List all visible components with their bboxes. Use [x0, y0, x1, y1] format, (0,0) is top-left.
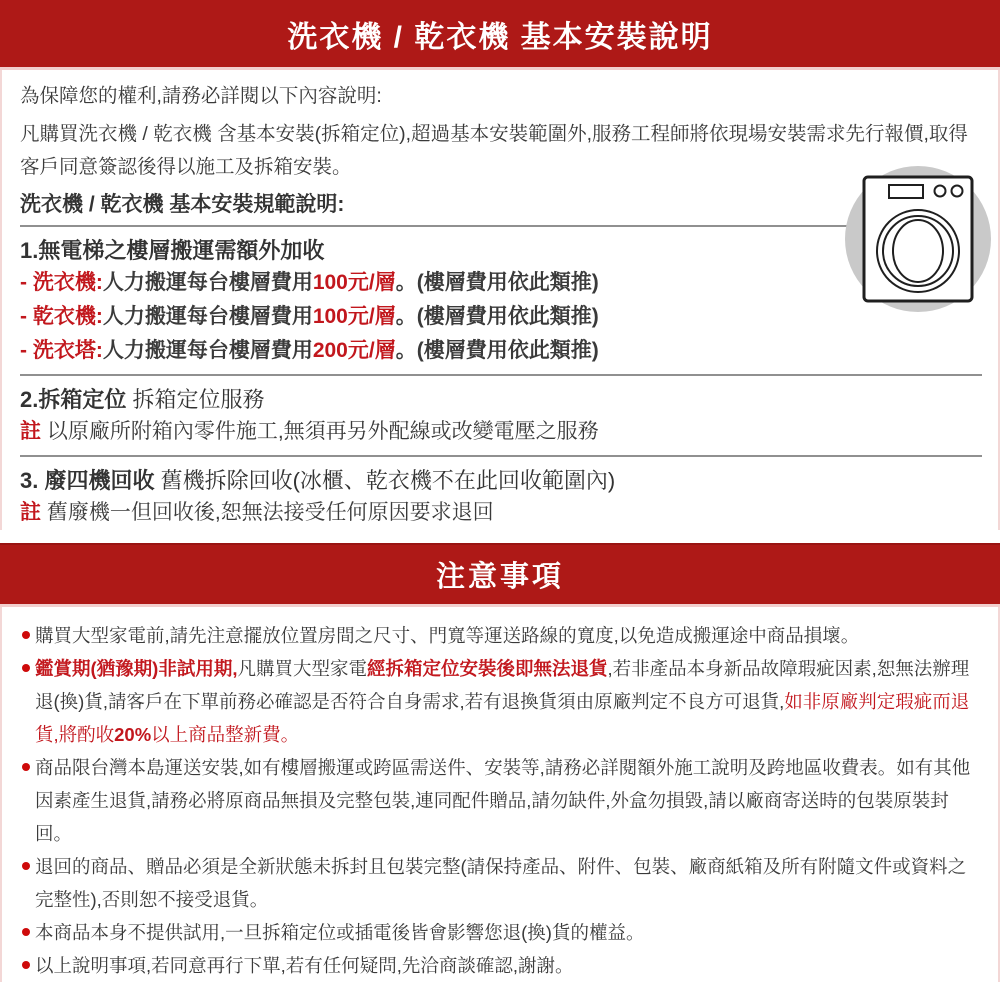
page-title: 洗衣機 / 乾衣機 基本安裝說明: [287, 20, 713, 54]
section-heading: [20, 235, 982, 266]
text-segment: 2.拆箱定位: [20, 387, 133, 412]
section-stairs-fee: [20, 235, 982, 368]
bullet-dot-icon: [22, 631, 30, 639]
bullet-dot-icon: [22, 763, 30, 771]
section-row: [20, 300, 982, 334]
text-segment: 拆箱定位服務: [132, 387, 265, 412]
section-row: [20, 334, 982, 368]
text-segment: 鑑賞期(猶豫期)非試用期,: [35, 658, 238, 679]
notice-bullet: [22, 751, 984, 850]
bullet-dot-icon: [22, 928, 30, 936]
bullet-dot-icon: [22, 664, 30, 672]
text-segment: 。(樓層費用依此類推): [395, 271, 599, 294]
notice-title: 注意事項: [435, 561, 564, 593]
text-segment: 舊機拆除回收(冰櫃、乾衣機不在此回收範圍內): [160, 468, 616, 493]
divider: [20, 455, 982, 457]
section-heading: [20, 384, 982, 415]
text-segment: 1.無電梯之樓層搬運需額外加收: [20, 238, 325, 263]
bullet-text: [35, 955, 574, 976]
text-segment: - 洗衣塔:: [20, 339, 103, 362]
washing-machine-icon: [861, 174, 975, 304]
section-row: [20, 266, 982, 300]
notice-bullet: [22, 619, 984, 652]
bullet-dot-icon: [22, 862, 30, 870]
intro-read-notice: 為保障您的權利,請務必詳閱以下內容說明:: [20, 85, 382, 107]
text-segment: 經拆箱定位安裝後即無法退貨: [366, 658, 608, 679]
text-segment: 購買大型家電前,請先注意擺放位置房間之尺寸、門寬等運送路線的寬度,以免造成搬運途中商品損壞。: [35, 625, 860, 646]
text-segment: - 洗衣機:: [20, 271, 103, 294]
text-segment: 20%: [114, 724, 152, 745]
title-banner: [0, 0, 1000, 70]
notice-bullet: [22, 652, 984, 751]
divider: [20, 374, 982, 376]
text-segment: 100元/層: [312, 271, 396, 294]
section-rows: [20, 266, 982, 368]
intro-paragraph: 凡購買洗衣機 / 乾衣機 含基本安裝(拆箱定位),超過基本安裝範圍外,服務工程師將依現場安裝需求先行報價,取得客戶同意簽認後得以施工及拆箱安裝。: [20, 123, 968, 178]
bullet-dot-icon: [22, 961, 30, 969]
section-heading: [20, 465, 982, 496]
bullet-text: [35, 856, 966, 910]
text-segment: 舊廢機一但回收後,恕無法接受任何原因要求退回: [46, 501, 494, 524]
text-segment: 註: [20, 420, 47, 443]
text-segment: 。(樓層費用依此類推): [395, 339, 599, 362]
text-segment: 商品限台灣本島運送安裝,如有樓層搬運或跨區需送件、安裝等,請務必詳閱額外施工說明及跨地區收費表。如有其他因素產生退貨,請務必將原商品無損及完整包裝,連同配件贈品,請勿缺件,外盒勿損毀,請以廠商寄送時的包裝原裝封回。: [35, 757, 971, 844]
text-segment: 如非原廠判定瑕疵而退貨,將酌收: [35, 691, 970, 745]
text-segment: 人力搬運每台樓層費用: [102, 271, 313, 294]
bullet-text: [35, 757, 970, 844]
text-segment: 凡購買大型家電: [237, 658, 367, 679]
notice-bullet: [22, 916, 984, 949]
spec-heading: 洗衣機 / 乾衣機 基本安裝規範說明:: [20, 193, 345, 216]
washing-machine-badge: [845, 166, 991, 312]
text-segment: 以上商品整新費。: [151, 724, 300, 745]
text-segment: 退回的商品、贈品必須是全新狀態未拆封且包裝完整(請保持產品、附件、包裝、廠商紙箱及所有附隨文件或資料之完整性),否則恕不接受退貨。: [35, 856, 967, 910]
text-segment: ,若非產品本身新品故障瑕疵因素,恕無法辦理退(換)貨,請客戶在下單前務必確認是否符合自身需求,若有退換貨須由原廠判定不良方可退貨,: [35, 658, 970, 712]
policy-content: [0, 70, 1000, 530]
section-rows: [20, 496, 982, 530]
section-unbox-position: [20, 384, 982, 449]
notice-bullet: [22, 850, 984, 916]
section-row: [20, 415, 982, 449]
section-row: [20, 496, 982, 530]
text-segment: 人力搬運每台樓層費用: [102, 339, 313, 362]
bullet-text: [35, 922, 644, 943]
notice-bullet-list: [0, 607, 1000, 982]
text-segment: 。(樓層費用依此類推): [395, 305, 599, 328]
text-segment: 本商品本身不提供試用,一旦拆箱定位或插電後皆會影響您退(換)貨的權益。: [35, 922, 645, 943]
notice-banner: [0, 543, 1000, 607]
text-segment: 3. 廢四機回收: [20, 468, 161, 493]
section-rows: [20, 415, 982, 449]
text-segment: 以上說明事項,若同意再行下單,若有任何疑問,先洽商談確認,謝謝。: [35, 955, 574, 976]
bullet-text: [35, 625, 859, 646]
text-segment: 200元/層: [312, 339, 396, 362]
section-recycle: [20, 465, 982, 530]
text-segment: 100元/層: [312, 305, 396, 328]
text-segment: 人力搬運每台樓層費用: [102, 305, 313, 328]
bullet-text: [35, 658, 969, 745]
text-segment: - 乾衣機:: [20, 305, 103, 328]
divider: [20, 225, 848, 227]
text-segment: 以原廠所附箱內零件施工,無須再另外配線或改變電壓之服務: [46, 420, 599, 443]
notice-bullet: [22, 949, 984, 982]
text-segment: 註: [20, 501, 47, 524]
